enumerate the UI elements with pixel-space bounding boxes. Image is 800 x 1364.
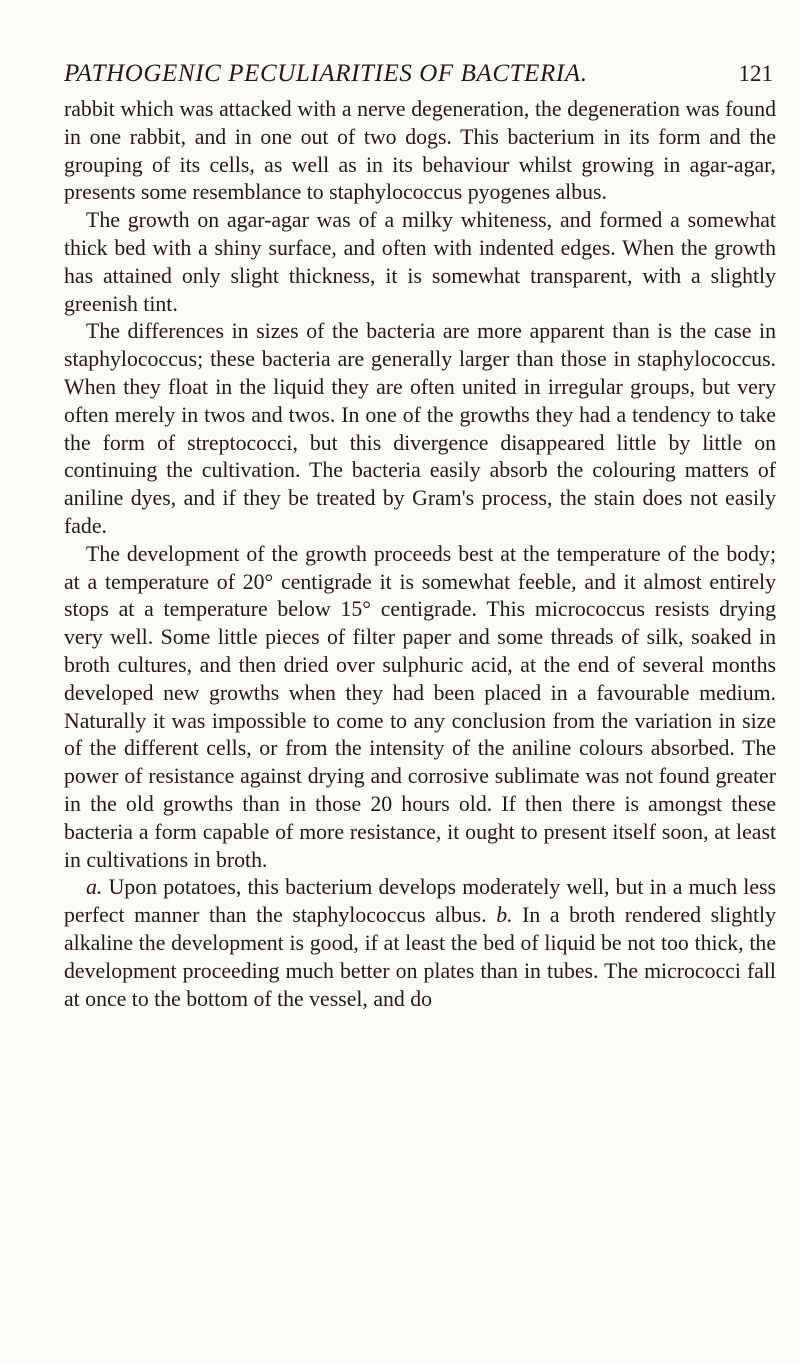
item-text-b: In a broth rendered slightly alkaline the development is good, if at least the bed of liquid be not too thick, the development proceeding much better on plates than in tubes. The micrococci fall at once to the bottom of the vessel, and do xyxy=(64,903,776,1011)
paragraph-bacteria-sizes: The differences in sizes of the bacteria are more apparent than is the case in staphylococcus; these bacteria are generally larger than those in staphylococcus. When they float in the liquid they are often united in irregular groups, but very often merely in twos and twos. In one of the growths they had a tendency to take the form of streptococci, but this divergence disappeared little by little on continuing the cultivation. The bacteria easily absorb the colouring matters of aniline dyes, and if they be treated by Gram's process, the stain does not easily fade. xyxy=(64,319,776,538)
body-text xyxy=(64,96,776,1013)
paragraph-agar-growth: The growth on agar-agar was of a milky whiteness, and formed a somewhat thick bed with a shiny surface, and often with indented edges. When the growth has attained only slight thickness, it is somewhat transparent, with a slightly greenish tint. xyxy=(64,208,776,316)
page-number: 121 xyxy=(738,61,773,86)
item-marker-a: a. xyxy=(86,875,103,900)
item-text-a: Upon potatoes, this bacterium develops moderately well, but in a much less perfect manner than the staphylococcus albus. xyxy=(64,875,776,928)
paragraph-potatoes-broth xyxy=(64,874,776,1013)
paragraph-continued: rabbit which was attacked with a nerve degeneration, the degeneration was found in one rabbit, and in one out of two dogs. This bacterium in its form and the grouping of its cells, as well as in its behaviour whilst growing in agar-agar, presents some resemblance to staphylococcus pyogenes albus. xyxy=(64,97,776,205)
item-marker-b: b. xyxy=(496,903,513,928)
running-title: PATHOGENIC PECULIARITIES OF BACTERIA. xyxy=(64,60,588,87)
paragraph-temperature: The development of the growth proceeds best at the temperature of the body; at a temperature of 20° centigrade it is somewhat feeble, and it almost entirely stops at a temperature below 15° centigrade. This micrococcus resists drying very well. Some little pieces of filter paper and some threads of silk, soaked in broth cultures, and then dried over sulphuric acid, at the end of several months developed new growths when they had been placed in a favourable medium. Naturally it was impossible to come to any conclusion from the variation in size of the different cells, or from the intensity of the aniline colours absorbed. The power of resistance against drying and corrosive sublimate was not found greater in the old growths than in those 20 hours old. If then there is amongst these bacteria a form capable of more resistance, it ought to present itself soon, at least in cultivations in broth. xyxy=(64,541,776,872)
running-head xyxy=(62,57,777,91)
